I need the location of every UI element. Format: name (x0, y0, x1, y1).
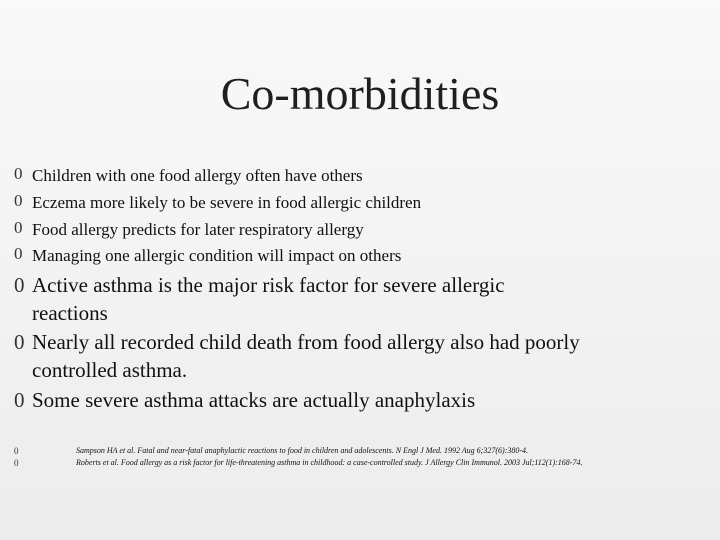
bullet-marker: 0 (14, 458, 19, 468)
main-point-text: Nearly all recorded child death from food allergy also had poorly controlled asthma. (32, 330, 580, 382)
bullet-marker: 0 (14, 273, 25, 297)
reference-text: Sampson HA et al. Fatal and near-fatal anaphylactic reactions to food in children and adolescents. N Engl J Med. 1992 Aug 6;327(6):380-4. (76, 446, 528, 455)
main-point-text: Some severe asthma attacks are actually anaphylaxis (32, 388, 476, 412)
bullet-marker: 0 (14, 388, 25, 412)
bullet-marker: 0 (14, 191, 23, 210)
sub-point-text: Food allergy predicts for later respiratory allergy (32, 220, 364, 239)
sub-point-text: Eczema more likely to be severe in food allergic children (32, 193, 422, 212)
reference (14, 456, 582, 470)
sub-point (14, 191, 421, 215)
bullet-marker: 0 (14, 164, 23, 183)
bullet-marker: 0 (14, 218, 23, 237)
slide-title: Co-morbidities (220, 68, 500, 119)
main-point (14, 271, 552, 327)
reference-text: Roberts et al. Food allergy as a risk factor for life-threatening asthma in childhood: a case-controlled study. J Allergy Clin Immunol. 2003 Jul;112(1):168-74. (76, 458, 583, 467)
sub-point (14, 218, 364, 242)
bullet-marker: 0 (14, 244, 23, 263)
main-point (14, 328, 592, 384)
sub-point (14, 164, 363, 188)
sub-point-text: Children with one food allergy often have others (32, 166, 363, 185)
sub-point-text: Managing one allergic condition will impact on others (32, 246, 402, 265)
bullet-marker: 0 (14, 446, 19, 456)
sub-point (14, 244, 401, 268)
bullet-marker: 0 (14, 330, 25, 354)
main-point (14, 386, 632, 414)
main-point-text: Active asthma is the major risk factor for severe allergic reactions (32, 273, 505, 325)
